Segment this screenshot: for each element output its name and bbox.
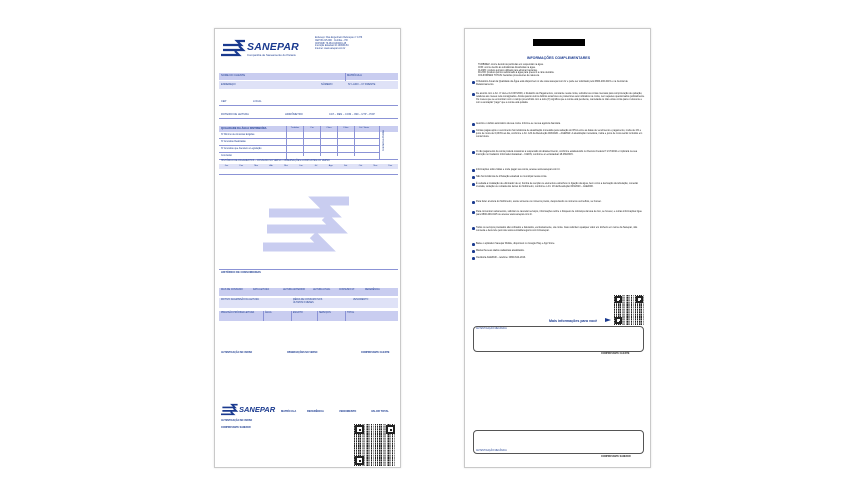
client-receipt-label: COMPROVANTE CLIENTE (601, 353, 630, 355)
stub-col: REFERÊNCIA (307, 410, 324, 413)
next-col: TOTAL (347, 312, 355, 314)
quality-col: Col. Totais (358, 127, 370, 129)
next-col: SERVIÇOS (319, 312, 331, 314)
bullet-icon (472, 169, 475, 172)
info-bullet (476, 151, 646, 157)
bullet-icon (472, 250, 475, 253)
glossary-item: COLIFORMES TOTAIS: bactérias provenientes da natureza. (478, 75, 540, 78)
quality-row-label: Nº Amostras Realizadas (221, 141, 246, 143)
consumption-history-title: HISTÓRICO DE CONSUMO/DIAS (221, 271, 261, 274)
reason-col: MOTIVO DA EMISSÃO DA LEITURA (221, 299, 259, 301)
stub-col: VENCIMENTO (339, 410, 357, 413)
stub-col: MATRÍCULA (281, 410, 297, 413)
bullet-icon (472, 201, 475, 204)
quality-col: Flúor (343, 127, 349, 129)
client-name-row (219, 73, 398, 80)
reading-col: REFERÊNCIA (365, 289, 380, 291)
info-bullet (476, 183, 646, 189)
info-bullet-text: Ouvidoria AGEPAR – telefone: 0800-644-2013. (476, 256, 526, 259)
month-cell: Out (358, 165, 363, 167)
info-bullet (476, 93, 646, 105)
number-label: NÚMERO (321, 83, 333, 86)
next-col: ESGOTO (293, 312, 303, 314)
info-bullet-text: Para fazer a leitura do hidrômetro, anote somente os números pretos, desprezando os números vermelhos, se houver. (476, 200, 602, 203)
quality-row-label: Nº Mínimo de Amostras Exigidas (221, 134, 255, 136)
sanepar-receipt-label: COMPROVANTE SANEPAR (601, 456, 631, 458)
reason-col: MÉDIA DE CONSUMO NOS ÚLTIMOS 6 MESES (293, 299, 323, 304)
complementary-info-title: INFORMAÇÕES COMPLEMENTARES (526, 56, 591, 60)
more-info-label: Mais informações para você (549, 319, 598, 323)
info-bullet-text: Não há incidência de tributação estadual ou municipal nesta conta. (476, 175, 547, 178)
bullet-icon (472, 130, 475, 133)
quality-col: Cor (310, 127, 314, 129)
divider (345, 311, 346, 321)
divider (303, 126, 304, 156)
glossary-item: CLORO: produto químico utilizado para eliminar bactérias. (478, 69, 538, 72)
info-bullet (476, 169, 646, 172)
stub-col: VALOR TOTAL (371, 410, 390, 413)
glossary (478, 64, 554, 78)
info-bullet-text: Mantenha seus dados cadastrais atualizados. (476, 249, 525, 252)
info-bullet (476, 227, 646, 233)
info-bullet-text: Para comunicar vazamentos, solicitar ou cancelar serviços, informações sobre o bloqueio de cobrança da taxa de lixo, se houver, e outras informações ligue para 0800-200-0115 ou acesse www.sanepar.com.br. (476, 210, 642, 216)
sanepar-logo-icon (221, 403, 239, 416)
bullet-icon (472, 151, 475, 154)
info-bullet (476, 211, 646, 217)
divider (219, 118, 398, 119)
address-line: Internet: www.sanepar.com.br (315, 48, 346, 51)
quality-title: QUALIDADE DA ÁGUA DISTRIBUÍDA (221, 127, 267, 130)
footer-label: OBSERVAÇÕES NO VERSO (287, 352, 318, 354)
bullet-icon (472, 243, 475, 246)
info-bullet (476, 250, 646, 253)
divider (219, 105, 398, 106)
bullet-icon (472, 123, 475, 126)
qr-code (354, 424, 396, 466)
divider (219, 152, 379, 153)
info-bullet-text: De acordo com o Art. 4º da Lei 12.007/2009, o Relatório de Pagamentos, constante nesta conta, substitui as contas mensais para comprovação de quitação, relativas aos meses nela consignados. Ainda quanto outros débitos anteriores ou posteriores aos indicados na conta, nem aqueles questionados judicialmente. Os meses que se encontram com o campo preenchido com a letra (X) significa que a conta está pendente, cancelada ou não existe conta para o referente e com a anotação "pago" que a conta está quitada. (476, 92, 645, 104)
month-cell: Jul (314, 165, 318, 167)
bullet-icon (472, 183, 475, 186)
bill-front-page (214, 28, 401, 468)
info-bullet-text: O não pagamento da conta poderá ocasionar a suspensão do abastecimento, conforme estabelecido no Decreto Federal 7.217/2010 e implicará na sua inscrição no Cadastro Informativo Estadual – CADIN, conforme a Lei Estadual 18.466/2015. (476, 150, 638, 156)
reading-col: DIAS DE CONSUMO (221, 289, 243, 291)
glossary-item: FLÚOR: produto químico adicionado à água para prevenir a cárie dentária. (478, 72, 555, 75)
info-bullet-text: Todos os serviços prestados são cobrados e faturados, exclusivamente, via conta. Caso solicitem qualquer valor em dinheiro em nome da Sanepar, não conceda e denuncie pelo site www.centraldenegocio.com.br/sanepar. (476, 226, 638, 232)
months-grid (219, 164, 398, 174)
qr-code (614, 295, 644, 325)
bullet-icon (472, 176, 475, 179)
side-front-label: Nº LADO – Nº FRENTE (348, 83, 376, 86)
reading-col: DATA LEITURA (253, 289, 269, 291)
payment-history-title: HISTÓRICO DE PAGAMENTOS – CONSUMO NO VERSO / OBSERVAÇÕES CONSTANTES NO VERSO (221, 160, 330, 162)
footer-label: AUTENTICAÇÃO NO VERSO (221, 352, 253, 354)
reading-col: CONSUMO M³ (339, 289, 355, 291)
reading-col: LEITURA ANTERIOR (283, 289, 305, 291)
month-cell: Ago (328, 165, 333, 167)
divider (263, 311, 264, 321)
stub-label: COMPROVANTE SANEPAR (221, 427, 251, 429)
address-line: Endereço: Rua Engenheiro Rebouças nº 1376 (315, 37, 363, 39)
bullet-icon (472, 257, 475, 260)
quality-side-label: Conclusões Aferidas (383, 130, 385, 151)
divider (317, 311, 318, 321)
info-bullet-text: O Relatório Anual da Qualidade da Água está disponível no site www.sanepar.com.br e pode ser solicitado pelo 0800-200-0115 e na Central de Relacionamento. (476, 80, 628, 86)
month-cell: Nov (373, 165, 378, 167)
info-bullet (476, 201, 646, 204)
bullet-icon (472, 211, 475, 214)
sanepar-logo-icon (221, 39, 247, 57)
month-cell: Fev (239, 165, 244, 167)
month-cell: Jan (224, 165, 229, 167)
brand-subtitle: Companhia de Saneamento do Paraná (247, 53, 296, 57)
info-bullet-text: Informações sobre faltas e onde pagar sua conta, acesse www.sanepar.com.br. (476, 168, 561, 171)
address-line: Inscrição Estadual 10.100960-84 (315, 45, 349, 48)
reading-col: LEITURA ATUAL (313, 289, 331, 291)
company-address (315, 37, 362, 51)
bullet-icon (472, 227, 475, 230)
next-col: PREVISÃO PRÓXIMA LEITURA (221, 312, 255, 314)
cep-label: CEP (221, 100, 227, 103)
categories-label: CAT – RES – COM – IND – UTP – POP (329, 113, 375, 116)
address-line: CEP 80.215-900 · Curitiba – PR (315, 39, 348, 42)
info-bullet (476, 257, 646, 260)
month-cell: Dez (388, 165, 393, 167)
divider (286, 126, 287, 159)
info-bullet-text: É vedada a instalação de eliminador de ar, bomba de sucção ou elementos estranhos no ligação da água, bem como a derivação da tubulação, conexão cruzada, violação ou retirada dos lacres do hidrômetro, conforme o Art. 18 da Resolução 003/2020 – AGEPAR. (476, 182, 639, 188)
info-bullet-text: Autorize o débito automático da sua conta. Informe-se na sua agência bancária. (476, 122, 561, 125)
info-bullet (476, 176, 646, 179)
conclusion-label: Conclusão (221, 155, 232, 157)
glossary-item: COR: ocorre devido às substâncias dissolvidas na água. (478, 66, 536, 69)
divider (219, 269, 398, 270)
stub-brand: SANEPAR (239, 405, 276, 414)
address-label: ENDEREÇO (221, 83, 236, 86)
month-cell: Mai (284, 165, 288, 167)
info-bullet (476, 123, 646, 126)
divider (291, 311, 292, 321)
mechanical-auth-label: AUTENTICAÇÃO MECÂNICA (476, 450, 507, 452)
info-bullet-text: Contas pagas após o vencimento há incidência de atualização monetária pela variação do IPCA entre as datas de vencimento e pagamento, multa de 2% e juros de mora de 0,033% ao dia, conforme o Art. 120 da Resolução 003/2020 – AGEPAR. A atualização monetária, multa e juros de mora serão incluídos em conta futura. (476, 129, 643, 138)
divider (219, 145, 379, 146)
stub-label: AUTENTICAÇÃO NO VERSO (221, 420, 253, 422)
next-col: ÁGUA (265, 312, 272, 314)
brand-name: SANEPAR (247, 41, 299, 53)
route-label: ROTEIRO DE LEITURA (221, 113, 249, 116)
month-cell: Set (343, 165, 348, 167)
address-line: CNPJ/MF 76.484.013/0001-45 (315, 42, 347, 45)
matricula-label: MATRÍCULA (347, 74, 362, 77)
client-name-label: NOME DO CLIENTE (221, 74, 246, 77)
bullet-icon (472, 81, 475, 84)
info-bullet-text: Baixe o aplicativo Sanepar Mobile, disponível no Google Play e App Store. (476, 242, 555, 245)
divider (337, 126, 338, 156)
redacted-bar (533, 39, 585, 46)
meter-label: HIDRÔMETRO (285, 113, 303, 116)
month-cell: Jun (299, 165, 303, 167)
reason-col: VENCIMENTO (353, 299, 369, 301)
footer-label: COMPROVANTE CLIENTE (361, 352, 390, 354)
divider (320, 126, 321, 156)
quality-col: Turbidez (290, 127, 300, 129)
glossary-item: TURBIDEZ: ocorre devido às partículas em suspensão na água. (478, 64, 544, 66)
quality-col: Cloro (326, 127, 332, 129)
mechanical-auth-label: AUTENTICAÇÃO MECÂNICA (476, 328, 507, 330)
quality-row-label: Nº Amostras que Atendem a Legislação (221, 148, 262, 150)
local-label: LOCAL (253, 100, 262, 103)
divider (219, 138, 379, 139)
month-cell: Mar (254, 165, 259, 167)
month-cell: Abr (269, 165, 273, 167)
divider (354, 126, 355, 156)
info-bullet (476, 81, 646, 87)
bill-back-page (464, 28, 651, 468)
info-bullet (476, 130, 646, 139)
divider (379, 126, 380, 159)
sanepar-watermark-icon (261, 195, 353, 257)
arrow-right-icon (605, 318, 611, 322)
info-bullet (476, 243, 646, 246)
divider (219, 174, 398, 175)
bullet-icon (472, 93, 475, 96)
